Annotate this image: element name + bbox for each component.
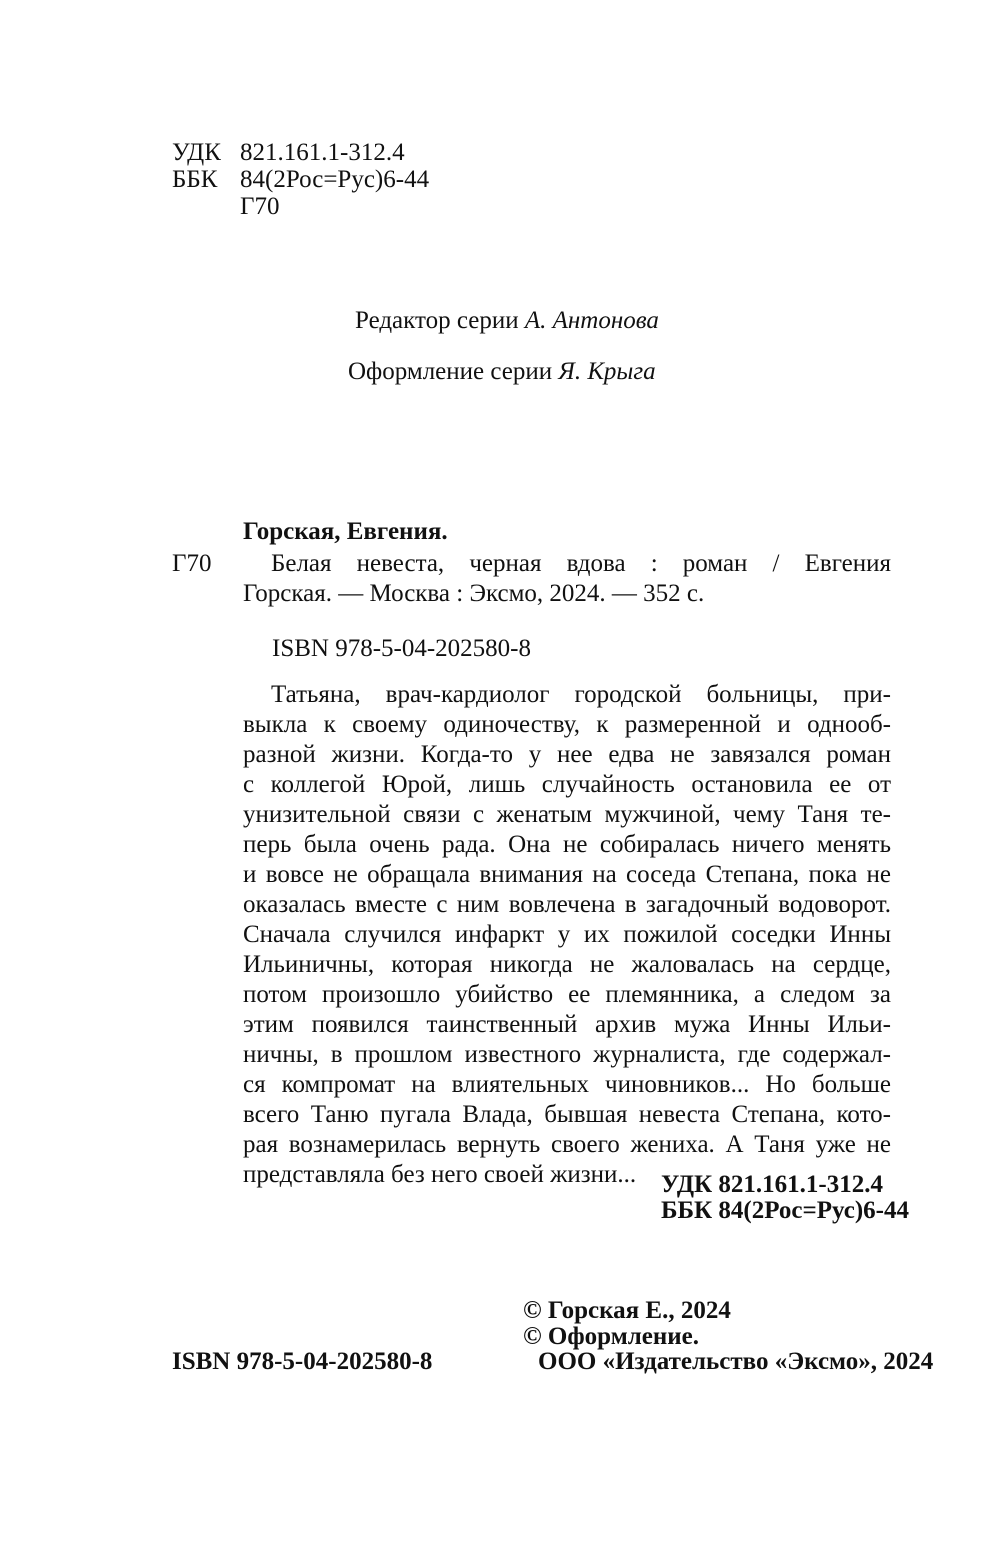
editor-role: Редактор серии xyxy=(355,307,519,334)
annotation-line: перь была очень рада. Она не собиралась ничего менять xyxy=(243,831,891,858)
annotation-line: Сначала случился инфаркт у их пожилой соседки Инны xyxy=(243,921,891,948)
isbn-entry: ISBN 978-5-04-202580-8 xyxy=(272,635,532,662)
title-statement xyxy=(243,549,891,609)
bbk-bottom: ББК 84(2Рос=Рус)6-44 xyxy=(661,1197,909,1224)
udk-label: УДК xyxy=(172,139,221,166)
annotation xyxy=(243,680,891,1190)
annotation-line: потом произошло убийство ее племянника, а следом за xyxy=(243,981,891,1008)
author-heading: Горская, Евгения. xyxy=(243,518,448,545)
udk-value: 821.161.1-312.4 xyxy=(240,139,405,166)
editor-credit xyxy=(355,306,659,336)
author-mark-entry: Г70 xyxy=(172,550,212,577)
annotation-line: рая вознамерилась вернуть своего жениха. А Таня уже не xyxy=(243,1131,891,1158)
design-role: Оформление серии xyxy=(348,358,553,385)
bbk-line xyxy=(172,165,429,195)
title-line-2: Горская. — Москва : Эксмо, 2024. — 352 с. xyxy=(243,580,705,607)
annotation-line: Ильиничны, которая никогда не жаловалась на сердце, xyxy=(243,951,891,978)
udk-bottom: УДК 821.161.1-312.4 xyxy=(661,1171,883,1198)
annotation-line: и вовсе не обращала внимания на соседа Степана, пока не xyxy=(243,861,891,888)
copyright-publisher: ООО «Издательство «Эксмо», 2024 xyxy=(538,1348,934,1375)
annotation-line: ся компромат на влиятельных чиновников... Но больше xyxy=(243,1071,891,1098)
author-mark-top: Г70 xyxy=(240,193,280,220)
isbn-footer: ISBN 978-5-04-202580-8 xyxy=(172,1348,433,1375)
title-line-1: Белая невеста, черная вдова : роман / Евгения xyxy=(271,550,891,577)
annotation-line: оказалась вместе с ним вовлечена в загадочный водоворот. xyxy=(243,891,891,918)
design-credit xyxy=(348,357,656,387)
editor-name: А. Антонова xyxy=(524,307,659,334)
bbk-label: ББК xyxy=(172,166,218,193)
annotation-line: ничны, в прошлом известного журналиста, где содержал- xyxy=(243,1041,891,1068)
annotation-line: с коллегой Юрой, лишь случайность остановила ее от xyxy=(243,771,891,798)
annotation-line: выкла к своему одиночеству, к размеренной и однооб- xyxy=(243,711,891,738)
annotation-line: всего Таню пугала Влада, бывшая невеста Степана, кото- xyxy=(243,1101,891,1128)
annotation-line: Татьяна, врач-кардиолог городской больницы, при- xyxy=(271,681,891,708)
annotation-line: представляла без него своей жизни... xyxy=(243,1161,637,1188)
annotation-line: этим появился таинственный архив мужа Инны Ильи- xyxy=(243,1011,891,1038)
copyright-author: © Горская Е., 2024 xyxy=(523,1297,731,1324)
copyright-design: © Оформление. xyxy=(523,1323,700,1350)
annotation-line: разной жизни. Когда-то у нее едва не завязался роман xyxy=(243,741,891,768)
bbk-value: 84(2Рос=Рус)6-44 xyxy=(240,166,430,193)
annotation-line: унизительной связи с женатым мужчиной, чему Таня те- xyxy=(243,801,891,828)
design-name: Я. Крыга xyxy=(558,358,656,385)
udk-line xyxy=(172,138,405,168)
